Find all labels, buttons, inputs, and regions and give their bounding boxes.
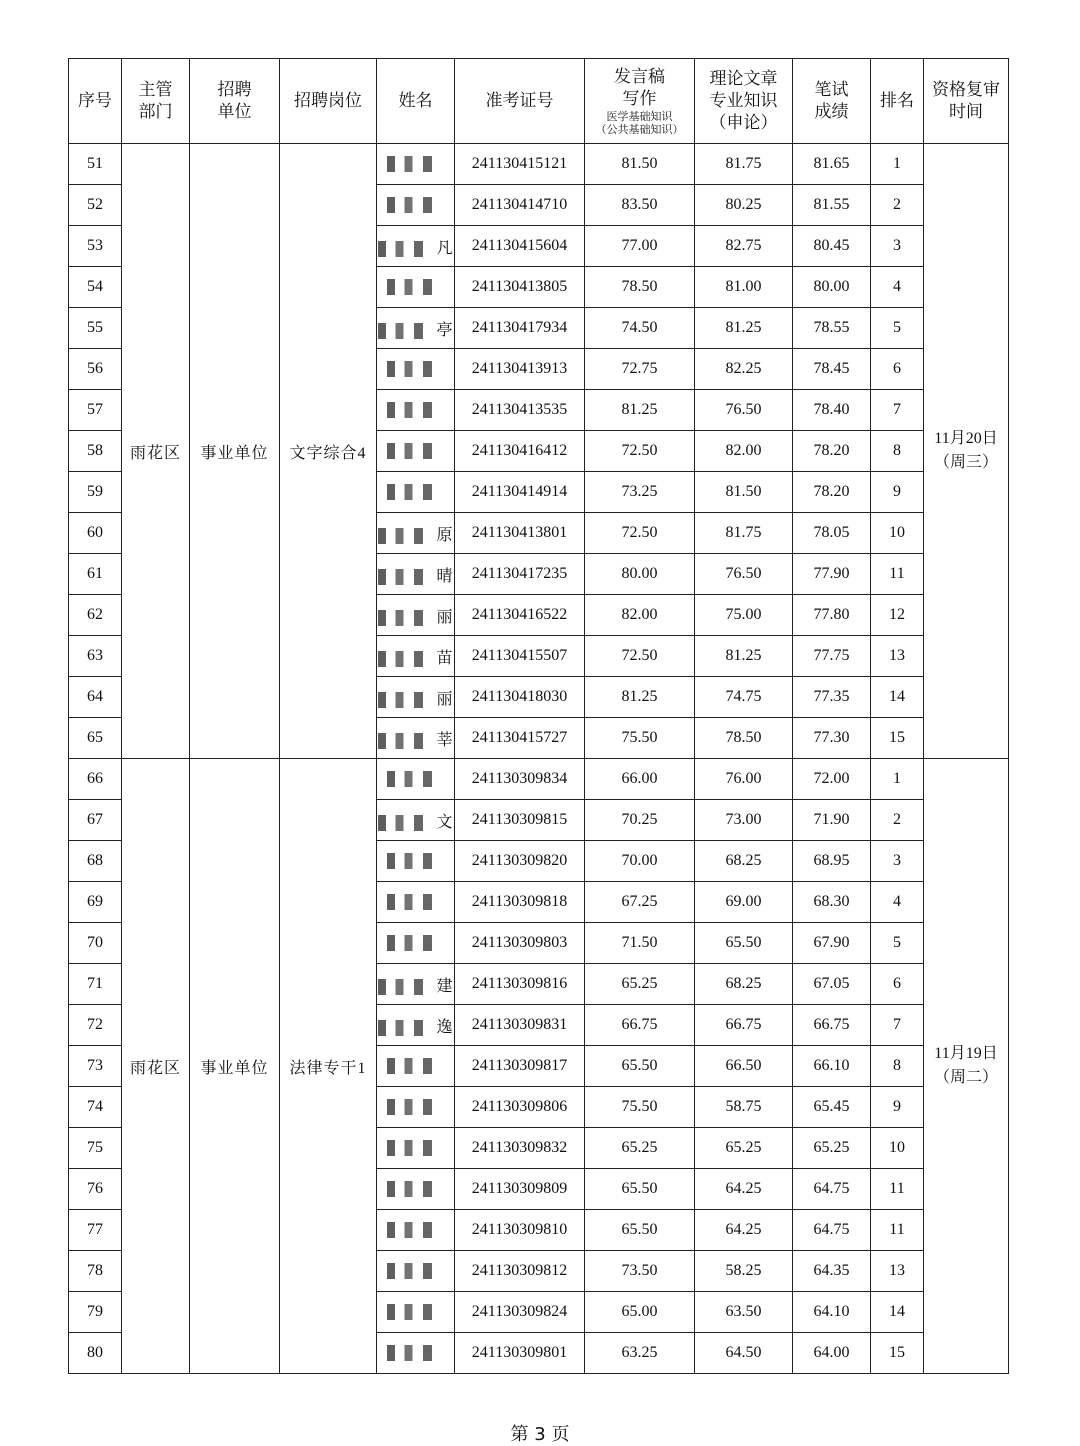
total-cell: 67.05 xyxy=(793,964,871,1005)
name-redaction xyxy=(387,443,445,459)
rank-cell: 5 xyxy=(871,923,924,964)
header-row xyxy=(69,59,1009,144)
score2-cell: 65.50 xyxy=(695,923,793,964)
header-rank-label: 排名 xyxy=(880,91,914,111)
seq-cell: 52 xyxy=(69,185,122,226)
exam-id-cell: 241130309806 xyxy=(455,1087,585,1128)
score2-cell: 58.25 xyxy=(695,1251,793,1292)
score2-cell: 65.25 xyxy=(695,1128,793,1169)
name-redaction xyxy=(387,1304,445,1320)
header-total-label: 笔试 成绩 xyxy=(814,80,849,122)
total-cell: 71.90 xyxy=(793,800,871,841)
total-cell: 65.25 xyxy=(793,1128,871,1169)
total-cell: 64.00 xyxy=(793,1333,871,1374)
name-redaction xyxy=(378,569,436,585)
name-redaction xyxy=(378,815,436,831)
header-unit-label: 招聘 单位 xyxy=(217,80,252,122)
rank-cell: 7 xyxy=(871,390,924,431)
rank-cell: 7 xyxy=(871,1005,924,1046)
rank-cell: 4 xyxy=(871,267,924,308)
name-cell xyxy=(377,390,455,431)
name-cell xyxy=(377,267,455,308)
unit-cell xyxy=(190,144,280,759)
post-cell xyxy=(280,759,377,1374)
dept-cell xyxy=(122,759,190,1374)
exam-id-cell: 241130415507 xyxy=(455,636,585,677)
name-redaction xyxy=(378,528,436,544)
exam-id-cell: 241130309818 xyxy=(455,882,585,923)
total-cell: 77.75 xyxy=(793,636,871,677)
exam-id-cell: 241130417934 xyxy=(455,308,585,349)
header-rank xyxy=(871,59,924,144)
score2-cell: 76.50 xyxy=(695,554,793,595)
name-visible-char: 晴 xyxy=(436,567,453,585)
name-redaction xyxy=(378,610,436,626)
rank-cell: 8 xyxy=(871,1046,924,1087)
score1-cell: 82.00 xyxy=(585,595,695,636)
score1-cell: 66.75 xyxy=(585,1005,695,1046)
seq-cell: 61 xyxy=(69,554,122,595)
seq-cell: 63 xyxy=(69,636,122,677)
name-redaction xyxy=(378,733,436,749)
rank-cell: 14 xyxy=(871,1292,924,1333)
header-score1-sublabel: 医学基础知识 （公共基础知识） xyxy=(595,110,684,136)
rank-cell: 2 xyxy=(871,185,924,226)
rank-cell: 11 xyxy=(871,1210,924,1251)
exam-id-cell: 241130414914 xyxy=(455,472,585,513)
score1-cell: 81.25 xyxy=(585,390,695,431)
name-redaction xyxy=(387,935,445,951)
rank-cell: 3 xyxy=(871,226,924,267)
name-cell xyxy=(377,513,455,554)
seq-cell: 60 xyxy=(69,513,122,554)
name-cell xyxy=(377,841,455,882)
rank-cell: 1 xyxy=(871,759,924,800)
score1-cell: 75.50 xyxy=(585,718,695,759)
dept-label: 雨花区 xyxy=(129,444,181,462)
name-cell xyxy=(377,964,455,1005)
header-dept-label: 主管 部门 xyxy=(138,80,173,122)
rank-cell: 11 xyxy=(871,1169,924,1210)
seq-cell: 59 xyxy=(69,472,122,513)
exam-id-cell: 241130414710 xyxy=(455,185,585,226)
score1-cell: 72.50 xyxy=(585,636,695,677)
score-table xyxy=(68,58,1009,1374)
score1-cell: 80.00 xyxy=(585,554,695,595)
rank-cell: 10 xyxy=(871,513,924,554)
name-redaction xyxy=(387,361,445,377)
name-cell xyxy=(377,1087,455,1128)
name-cell xyxy=(377,759,455,800)
name-redaction xyxy=(387,1099,445,1115)
header-dept xyxy=(122,59,190,144)
name-cell xyxy=(377,1005,455,1046)
name-redaction xyxy=(387,1222,445,1238)
exam-id-cell: 241130309831 xyxy=(455,1005,585,1046)
name-cell xyxy=(377,636,455,677)
total-cell: 72.00 xyxy=(793,759,871,800)
name-redaction xyxy=(378,692,436,708)
score2-cell: 64.50 xyxy=(695,1333,793,1374)
score1-cell: 81.50 xyxy=(585,144,695,185)
rank-cell: 10 xyxy=(871,1128,924,1169)
seq-cell: 55 xyxy=(69,308,122,349)
score1-cell: 63.25 xyxy=(585,1333,695,1374)
name-redaction xyxy=(387,853,445,869)
name-cell xyxy=(377,1210,455,1251)
score1-cell: 83.50 xyxy=(585,185,695,226)
header-score2-label: 理论文章 专业知识 （申论） xyxy=(709,69,778,133)
unit-label: 事业单位 xyxy=(200,444,269,462)
score1-cell: 72.75 xyxy=(585,349,695,390)
seq-cell: 80 xyxy=(69,1333,122,1374)
header-name-label: 姓名 xyxy=(398,91,433,111)
name-visible-char: 文 xyxy=(436,813,453,831)
name-redaction xyxy=(387,1263,445,1279)
rank-cell: 6 xyxy=(871,349,924,390)
total-cell: 65.45 xyxy=(793,1087,871,1128)
rank-cell: 2 xyxy=(871,800,924,841)
header-exam-id-label: 准考证号 xyxy=(485,91,554,111)
score2-cell: 81.50 xyxy=(695,472,793,513)
total-cell: 77.30 xyxy=(793,718,871,759)
name-redaction xyxy=(378,323,436,339)
rank-cell: 13 xyxy=(871,636,924,677)
rank-cell: 5 xyxy=(871,308,924,349)
score2-cell: 63.50 xyxy=(695,1292,793,1333)
exam-id-cell: 241130309803 xyxy=(455,923,585,964)
seq-cell: 68 xyxy=(69,841,122,882)
seq-cell: 64 xyxy=(69,677,122,718)
total-cell: 78.55 xyxy=(793,308,871,349)
exam-id-cell: 241130309816 xyxy=(455,964,585,1005)
dept-label: 雨花区 xyxy=(129,1059,181,1077)
name-cell xyxy=(377,308,455,349)
score2-cell: 76.00 xyxy=(695,759,793,800)
name-visible-char: 丽 xyxy=(436,690,453,708)
score2-cell: 76.50 xyxy=(695,390,793,431)
name-cell xyxy=(377,1046,455,1087)
total-cell: 68.95 xyxy=(793,841,871,882)
name-visible-char: 逸 xyxy=(436,1018,453,1036)
exam-id-cell: 241130413913 xyxy=(455,349,585,390)
header-post xyxy=(280,59,377,144)
name-cell xyxy=(377,718,455,759)
name-visible-char: 亭 xyxy=(436,321,453,339)
seq-cell: 57 xyxy=(69,390,122,431)
post-label: 文字综合4 xyxy=(289,444,367,462)
exam-id-cell: 241130309801 xyxy=(455,1333,585,1374)
score2-cell: 66.50 xyxy=(695,1046,793,1087)
exam-id-cell: 241130415727 xyxy=(455,718,585,759)
name-cell xyxy=(377,185,455,226)
seq-cell: 62 xyxy=(69,595,122,636)
total-cell: 64.75 xyxy=(793,1210,871,1251)
seq-cell: 66 xyxy=(69,759,122,800)
total-cell: 81.65 xyxy=(793,144,871,185)
seq-cell: 58 xyxy=(69,431,122,472)
seq-cell: 77 xyxy=(69,1210,122,1251)
score1-cell: 65.25 xyxy=(585,1128,695,1169)
name-cell xyxy=(377,226,455,267)
header-name xyxy=(377,59,455,144)
name-redaction xyxy=(387,197,445,213)
name-cell xyxy=(377,1251,455,1292)
header-exam-id xyxy=(455,59,585,144)
total-cell: 78.45 xyxy=(793,349,871,390)
exam-id-cell: 241130309812 xyxy=(455,1251,585,1292)
exam-id-cell: 241130413801 xyxy=(455,513,585,554)
header-review-label: 资格复审 时间 xyxy=(932,80,1000,122)
seq-cell: 51 xyxy=(69,144,122,185)
name-redaction xyxy=(387,1181,445,1197)
score1-cell: 65.50 xyxy=(585,1046,695,1087)
score1-cell: 81.25 xyxy=(585,677,695,718)
score2-cell: 78.50 xyxy=(695,718,793,759)
seq-cell: 53 xyxy=(69,226,122,267)
score2-cell: 82.25 xyxy=(695,349,793,390)
header-score2 xyxy=(695,59,793,144)
rank-cell: 11 xyxy=(871,554,924,595)
seq-cell: 72 xyxy=(69,1005,122,1046)
score1-cell: 75.50 xyxy=(585,1087,695,1128)
score2-cell: 82.00 xyxy=(695,431,793,472)
name-redaction xyxy=(387,1140,445,1156)
exam-id-cell: 241130418030 xyxy=(455,677,585,718)
name-cell xyxy=(377,800,455,841)
table-row xyxy=(69,144,1009,185)
exam-id-cell: 241130309809 xyxy=(455,1169,585,1210)
name-cell xyxy=(377,1333,455,1374)
total-cell: 77.90 xyxy=(793,554,871,595)
score1-cell: 70.25 xyxy=(585,800,695,841)
exam-id-cell: 241130309820 xyxy=(455,841,585,882)
name-cell xyxy=(377,472,455,513)
name-cell xyxy=(377,144,455,185)
total-cell: 78.20 xyxy=(793,472,871,513)
score2-cell: 81.75 xyxy=(695,513,793,554)
seq-cell: 56 xyxy=(69,349,122,390)
name-cell xyxy=(377,1169,455,1210)
name-cell xyxy=(377,595,455,636)
total-cell: 81.55 xyxy=(793,185,871,226)
score2-cell: 80.25 xyxy=(695,185,793,226)
header-score1 xyxy=(585,59,695,144)
rank-cell: 13 xyxy=(871,1251,924,1292)
total-cell: 78.20 xyxy=(793,431,871,472)
score1-cell: 65.25 xyxy=(585,964,695,1005)
rank-cell: 15 xyxy=(871,718,924,759)
score1-cell: 73.50 xyxy=(585,1251,695,1292)
exam-id-cell: 241130309832 xyxy=(455,1128,585,1169)
total-cell: 64.75 xyxy=(793,1169,871,1210)
name-redaction xyxy=(378,241,436,257)
name-cell xyxy=(377,677,455,718)
total-cell: 78.40 xyxy=(793,390,871,431)
page-number: 第 3 页 xyxy=(510,1424,570,1445)
exam-id-cell: 241130413535 xyxy=(455,390,585,431)
rank-cell: 9 xyxy=(871,472,924,513)
seq-cell: 75 xyxy=(69,1128,122,1169)
header-seq xyxy=(69,59,122,144)
name-cell xyxy=(377,1128,455,1169)
name-redaction xyxy=(387,1058,445,1074)
header-post-label: 招聘岗位 xyxy=(294,91,362,111)
name-redaction xyxy=(378,651,436,667)
exam-id-cell: 241130309810 xyxy=(455,1210,585,1251)
post-label: 法律专干1 xyxy=(289,1059,367,1077)
name-redaction xyxy=(387,279,445,295)
name-visible-char: 莘 xyxy=(436,731,453,749)
score2-cell: 82.75 xyxy=(695,226,793,267)
name-visible-char: 丽 xyxy=(436,608,453,626)
score2-cell: 81.25 xyxy=(695,636,793,677)
score2-cell: 74.75 xyxy=(695,677,793,718)
exam-id-cell: 241130416412 xyxy=(455,431,585,472)
name-redaction xyxy=(387,771,445,787)
header-unit xyxy=(190,59,280,144)
name-cell xyxy=(377,923,455,964)
score2-cell: 81.75 xyxy=(695,144,793,185)
score1-cell: 72.50 xyxy=(585,513,695,554)
score1-cell: 72.50 xyxy=(585,431,695,472)
total-cell: 66.10 xyxy=(793,1046,871,1087)
seq-cell: 54 xyxy=(69,267,122,308)
name-cell xyxy=(377,1292,455,1333)
rank-cell: 14 xyxy=(871,677,924,718)
total-cell: 80.00 xyxy=(793,267,871,308)
score2-cell: 58.75 xyxy=(695,1087,793,1128)
score1-cell: 71.50 xyxy=(585,923,695,964)
total-cell: 78.05 xyxy=(793,513,871,554)
seq-cell: 65 xyxy=(69,718,122,759)
rank-cell: 3 xyxy=(871,841,924,882)
name-redaction xyxy=(387,484,445,500)
total-cell: 64.10 xyxy=(793,1292,871,1333)
total-cell: 80.45 xyxy=(793,226,871,267)
post-cell xyxy=(280,144,377,759)
seq-cell: 79 xyxy=(69,1292,122,1333)
exam-id-cell: 241130309815 xyxy=(455,800,585,841)
score2-cell: 68.25 xyxy=(695,841,793,882)
rank-cell: 4 xyxy=(871,882,924,923)
header-review xyxy=(924,59,1009,144)
seq-cell: 71 xyxy=(69,964,122,1005)
name-redaction xyxy=(378,1020,436,1036)
total-cell: 67.90 xyxy=(793,923,871,964)
table-row xyxy=(69,759,1009,800)
seq-cell: 76 xyxy=(69,1169,122,1210)
exam-id-cell: 241130309824 xyxy=(455,1292,585,1333)
rank-cell: 15 xyxy=(871,1333,924,1374)
total-cell: 77.80 xyxy=(793,595,871,636)
total-cell: 64.35 xyxy=(793,1251,871,1292)
score2-cell: 66.75 xyxy=(695,1005,793,1046)
seq-cell: 73 xyxy=(69,1046,122,1087)
rank-cell: 9 xyxy=(871,1087,924,1128)
score2-cell: 81.25 xyxy=(695,308,793,349)
header-score1-label: 发言稿 写作 xyxy=(614,67,665,109)
review-date-label: 11月19日 （周二） xyxy=(933,1045,998,1086)
rank-cell: 8 xyxy=(871,431,924,472)
score1-cell: 78.50 xyxy=(585,267,695,308)
name-cell xyxy=(377,431,455,472)
name-cell xyxy=(377,554,455,595)
name-redaction xyxy=(387,156,445,172)
review-date-cell xyxy=(924,144,1009,759)
name-visible-char: 原 xyxy=(436,526,453,544)
seq-cell: 74 xyxy=(69,1087,122,1128)
name-cell xyxy=(377,882,455,923)
score2-cell: 68.25 xyxy=(695,964,793,1005)
dept-cell xyxy=(122,144,190,759)
total-cell: 68.30 xyxy=(793,882,871,923)
name-redaction xyxy=(387,1345,445,1361)
score1-cell: 77.00 xyxy=(585,226,695,267)
score2-cell: 64.25 xyxy=(695,1169,793,1210)
exam-id-cell: 241130415604 xyxy=(455,226,585,267)
header-total xyxy=(793,59,871,144)
score1-cell: 73.25 xyxy=(585,472,695,513)
unit-cell xyxy=(190,759,280,1374)
name-redaction xyxy=(387,894,445,910)
name-redaction xyxy=(378,979,436,995)
score1-cell: 66.00 xyxy=(585,759,695,800)
rank-cell: 6 xyxy=(871,964,924,1005)
score1-cell: 65.50 xyxy=(585,1169,695,1210)
score1-cell: 65.00 xyxy=(585,1292,695,1333)
exam-id-cell: 241130309834 xyxy=(455,759,585,800)
exam-id-cell: 241130416522 xyxy=(455,595,585,636)
name-visible-char: 苗 xyxy=(436,649,453,667)
score2-cell: 73.00 xyxy=(695,800,793,841)
score2-cell: 64.25 xyxy=(695,1210,793,1251)
score1-cell: 70.00 xyxy=(585,841,695,882)
total-cell: 66.75 xyxy=(793,1005,871,1046)
name-cell xyxy=(377,349,455,390)
score1-cell: 65.50 xyxy=(585,1210,695,1251)
exam-id-cell: 241130309817 xyxy=(455,1046,585,1087)
seq-cell: 78 xyxy=(69,1251,122,1292)
score2-cell: 75.00 xyxy=(695,595,793,636)
score2-cell: 69.00 xyxy=(695,882,793,923)
score2-cell: 81.00 xyxy=(695,267,793,308)
rank-cell: 12 xyxy=(871,595,924,636)
rank-cell: 1 xyxy=(871,144,924,185)
unit-label: 事业单位 xyxy=(200,1059,269,1077)
review-date-cell xyxy=(924,759,1009,1374)
exam-id-cell: 241130413805 xyxy=(455,267,585,308)
review-date-label: 11月20日 （周三） xyxy=(933,430,998,471)
seq-cell: 67 xyxy=(69,800,122,841)
seq-cell: 69 xyxy=(69,882,122,923)
header-seq-label: 序号 xyxy=(78,91,112,111)
seq-cell: 70 xyxy=(69,923,122,964)
score1-cell: 74.50 xyxy=(585,308,695,349)
exam-id-cell: 241130417235 xyxy=(455,554,585,595)
name-visible-char: 建 xyxy=(436,977,453,995)
score1-cell: 67.25 xyxy=(585,882,695,923)
name-visible-char: 凡 xyxy=(436,239,453,257)
total-cell: 77.35 xyxy=(793,677,871,718)
table-body xyxy=(69,144,1009,1374)
name-redaction xyxy=(387,402,445,418)
exam-id-cell: 241130415121 xyxy=(455,144,585,185)
